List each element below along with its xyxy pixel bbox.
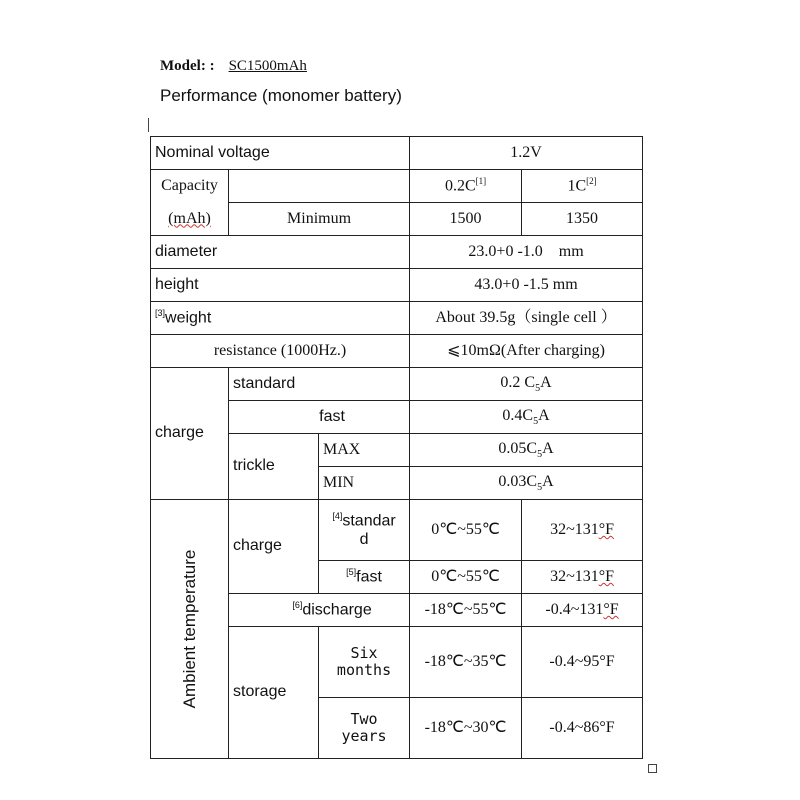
ambient-fast-text: fast [356, 568, 382, 586]
margin-marker [148, 118, 149, 132]
charge-fast-value [410, 401, 643, 434]
weight-label [151, 302, 410, 335]
table-row [151, 137, 643, 170]
capacity-min-b: 1350 [522, 203, 643, 236]
capacity-rate-a [410, 170, 522, 203]
ambient-discharge-f [522, 594, 643, 627]
trickle-max-label: MAX [319, 434, 410, 467]
standard-value-text: 0.2 C [500, 373, 536, 391]
storage-six-f: -0.4~95°F [522, 627, 643, 698]
min-value-text: 0.03C [498, 472, 538, 490]
ambient-fast-label [319, 561, 410, 594]
ambient-discharge-c: -18℃~55℃ [410, 594, 522, 627]
rate-a-ref: [1] [475, 176, 487, 187]
model-line [160, 58, 307, 75]
storage-two-f: -0.4~86°F [522, 698, 643, 759]
storage-two-c: -18℃~30℃ [410, 698, 522, 759]
page-subtitle: Performance (monomer battery) [160, 86, 402, 105]
standard-f-text: 32~131 [550, 520, 599, 538]
charge-label: charge [151, 368, 229, 500]
table-row [151, 236, 643, 269]
standard-sub: 5 [535, 382, 541, 394]
discharge-f-unit: °F [603, 600, 619, 618]
spec-table [150, 136, 643, 759]
standard-f-unit: °F [598, 520, 615, 538]
six-line1: Six [350, 643, 378, 662]
trickle-max-value [410, 434, 643, 467]
weight-label-text: weight [165, 309, 212, 327]
trickle-min-label: MIN [319, 467, 410, 500]
capacity-label-line2: (mAh) [168, 209, 211, 227]
ambient-temperature-text: Ambient temperature [179, 549, 199, 709]
capacity-label-line1: Capacity [161, 177, 218, 195]
discharge-ref: [6] [292, 600, 303, 611]
standard-ref: [4] [332, 510, 343, 521]
nominal-voltage-label: Nominal voltage [151, 137, 410, 170]
max-unit: A [542, 439, 554, 457]
charge-trickle-label: trickle [229, 434, 319, 500]
fast-f-unit: °F [598, 567, 615, 585]
charge-standard-label: standard [229, 368, 410, 401]
table-row [151, 170, 643, 203]
resistance-suffix: (After charging) [500, 341, 605, 359]
fast-sub: 5 [533, 415, 539, 427]
standard-unit: A [540, 373, 552, 391]
model-label: Model: : [160, 58, 215, 74]
ambient-fast-f [522, 561, 643, 594]
table-row [151, 302, 643, 335]
trickle-min-value [410, 467, 643, 500]
height-value: 43.0+0 -1.5 mm [410, 269, 643, 302]
ambient-storage-label: storage [229, 627, 319, 759]
standard-line2: d [359, 530, 369, 548]
storage-six-c: -18℃~35℃ [410, 627, 522, 698]
rate-a-text: 0.2C [444, 177, 476, 195]
capacity-rate-b [522, 170, 643, 203]
nominal-voltage-value: 1.2V [410, 137, 643, 170]
ambient-standard-c: 0℃~55℃ [410, 500, 522, 561]
table-row [151, 368, 643, 401]
charge-fast-label: fast [229, 401, 410, 434]
weight-value: About 39.5g（single cell ） [410, 302, 643, 335]
diameter-value: 23.0+0 -1.0 mm [410, 236, 643, 269]
table-resize-handle[interactable] [648, 764, 657, 773]
table-row [151, 335, 643, 368]
ambient-standard-f [522, 500, 643, 561]
min-sub: 5 [537, 481, 543, 493]
capacity-unit [151, 203, 229, 236]
six-line2: months [336, 661, 392, 679]
capacity-min-a: 1500 [410, 203, 522, 236]
charge-standard-value [410, 368, 643, 401]
table-row [151, 203, 643, 236]
rate-b-ref: [2] [586, 176, 597, 187]
resistance-label: resistance (1000Hz.) [151, 335, 410, 368]
storage-two-years-label [319, 698, 410, 759]
capacity-blank-cell [229, 170, 410, 203]
ambient-standard-label [319, 500, 410, 561]
fast-ref: [5] [346, 567, 357, 578]
weight-ref: [3] [155, 308, 166, 319]
discharge-f-text: -0.4~131 [545, 600, 604, 618]
table-row [151, 269, 643, 302]
table-row [151, 500, 643, 561]
two-line1: Two [350, 709, 378, 728]
min-unit: A [542, 472, 554, 490]
diameter-label: diameter [151, 236, 410, 269]
ambient-discharge-label [229, 594, 410, 627]
fast-f-text: 32~131 [550, 567, 599, 585]
capacity-label [151, 170, 229, 203]
two-line2: years [341, 727, 387, 745]
standard-line1: standar [342, 512, 396, 530]
fast-value-text: 0.4C [502, 406, 534, 424]
resistance-value [410, 335, 643, 368]
fast-unit: A [538, 406, 550, 424]
height-label: height [151, 269, 410, 302]
ambient-charge-label: charge [229, 500, 319, 594]
ambient-fast-c: 0℃~55℃ [410, 561, 522, 594]
ambient-temperature-label [151, 500, 229, 759]
storage-six-months-label [319, 627, 410, 698]
max-sub: 5 [537, 448, 543, 460]
max-value-text: 0.05C [498, 439, 538, 457]
discharge-text: discharge [302, 601, 372, 619]
model-value: SC1500mAh [228, 58, 307, 74]
resistance-prefix: ⩽10mΩ [447, 341, 501, 359]
capacity-min-label: Minimum [229, 203, 410, 236]
rate-b-text: 1C [567, 177, 587, 195]
